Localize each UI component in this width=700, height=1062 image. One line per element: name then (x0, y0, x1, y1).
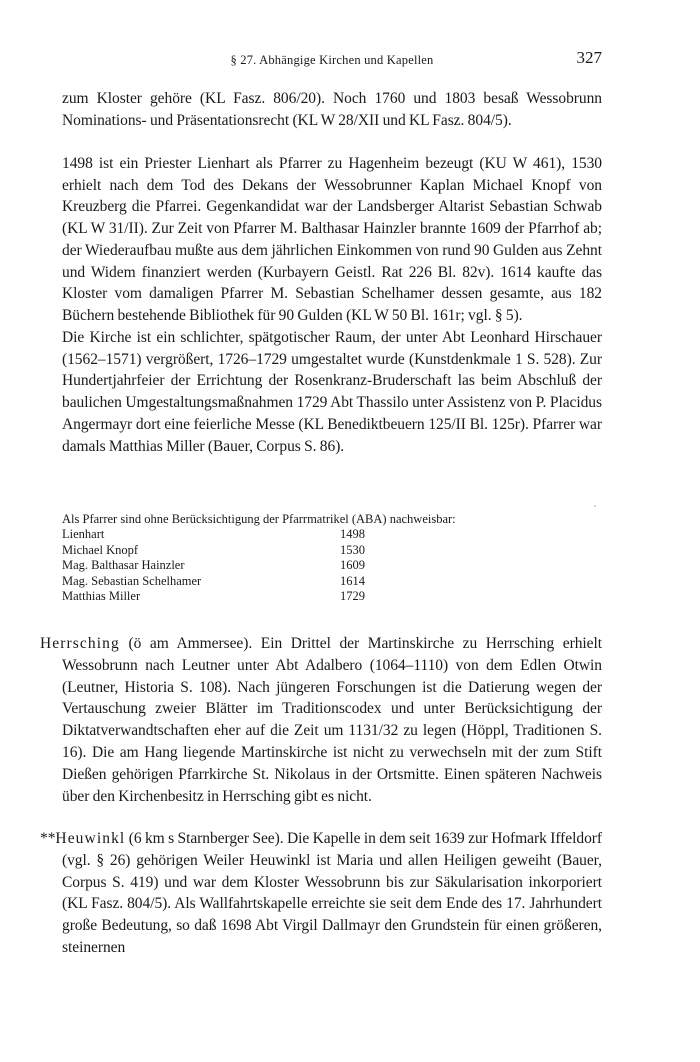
list-item (62, 589, 602, 604)
pastor-year: 1614 (340, 573, 365, 588)
paragraph-continuation: zum Kloster gehöre (KL Fasz. 806/20). Noch 1760 und 1803 besaß Wessobrunn Nominations- und Präsentationsrecht (KL W 28/XII und KL Fasz. 804/5). (62, 90, 602, 129)
running-header (62, 48, 602, 70)
section-title: § 27. Abhängige Kirchen und Kapellen (230, 53, 434, 67)
pastor-year: 1498 (340, 527, 365, 542)
pastor-name: Mag. Balthasar Hainzler (62, 558, 185, 573)
list-item (62, 574, 602, 589)
pastor-name: Michael Knopf (62, 542, 139, 557)
entry-heuwinkl-text: (6 km s Starnberger See). Die Kapelle in dem seit 1639 zur Hofmark Iffeldorf (vgl. § 26) gehörigen Weiler Heuwinkl ist Maria und allen Heiligen geweiht (Bauer, Corpus S. 419) und war dem Kloster Wessobrunn bis zur Säkularisation inkorporiert (KL Fasz. 804/5). Als Wallfahrtskapelle erreichte sie seit dem Ende des 17. Jahrhundert große Bedeutung, so daß 1698 Abt Virgil Dallmayr den Grundstein für einen größeren, steinernen (62, 830, 602, 956)
pastor-year: 1729 (340, 588, 365, 603)
pastor-list-intro: Als Pfarrer sind ohne Berücksichtigung der Pfarrmatrikel (ABA) nachweisbar: (62, 512, 456, 526)
pastor-name: Lienhart (62, 527, 105, 542)
paragraph-pastors-history: 1498 ist ein Priester Lienhart als Pfarrer zu Hagenheim bezeugt (KU W 461), 1530 erhielt nach dem Tod des Dekans der Wessobrunner Kaplan Michael Knopf von Kreuzberg die Pfarrei. Gegenkandidat war der Landsberger Altarist Sebastian Schwab (KL W 31/II). Zur Zeit von Pfarrer M. Balthasar Hainzler brannte 1609 der Pfarrhof ab; der Wiederaufbau mußte aus dem jährlichen Einkommen von rund 90 Gulden aus Zehnt und Widem finanziert werden (Kurbayern Geistl. Rat 226 Bl. 82v). 1614 kaufte das Kloster vom damaligen Pfarrer M. Sebastian Schelhamer dessen gesamte, aus 182 Büchern bestehende Bibliothek für 90 Gulden (KL W 50 Bl. 161r; vgl. § 5). (62, 155, 602, 324)
pastor-year: 1530 (340, 542, 365, 557)
list-item (62, 527, 602, 542)
entry-herrsching-body (40, 633, 602, 807)
entry-heuwinkl-marker: ** (40, 830, 56, 847)
entry-herrsching (40, 633, 602, 807)
entry-heuwinkl-headword: Heuwinkl (55, 830, 126, 847)
scan-speck (594, 505, 596, 507)
list-item (62, 558, 602, 573)
paragraph-church-description: Die Kirche ist ein schlichter, spätgotischer Raum, der unter Abt Leonhard Hirschauer (1562–1571) vergrößert, 1726–1729 umgestaltet wurde (Kunstdenkmale 1 S. 528). Zur Hundertjahrfeier der Errichtung der Rosenkranz-Bruderschaft las beim Abschluß der baulichen Umgestaltungsmaßnahmen 1729 Abt Thassilo unter Assistenz von P. Placidus Angermayr dort eine feierliche Messe (KL Benediktbeuern 125/II Bl. 125r). Pfarrer war damals Matthias Miller (Bauer, Corpus S. 86). (62, 329, 602, 455)
pastor-year: 1609 (340, 558, 365, 573)
pastor-name: Matthias Miller (62, 588, 141, 603)
page-number: 327 (576, 48, 602, 67)
entry-heuwinkl-body (40, 828, 602, 959)
pastor-name: Mag. Sebastian Schelhamer (62, 573, 202, 588)
list-item (62, 543, 602, 558)
entry-heuwinkl (40, 828, 602, 959)
entry-herrsching-headword: Herrsching (40, 635, 120, 652)
entry-herrsching-text: (ö am Ammersee). Ein Drittel der Martinskirche zu Herrsching erhielt Wessobrunn nach Leutner unter Abt Adalbero (1064–1110) von dem Edlen Otwin (Leutner, Historia S. 108). Nach jüngeren Forschungen ist die Datierung wegen der Vertauschung zweier Blätter im Traditionscodex und unter Berücksichtigung der Diktatverwandtschaften eher auf die Zeit um 1131/32 zu legen (Höppl, Traditionen S. 16). Die am Hang liegende Martinskirche ist nicht zu verwechseln mit der zum Stift Dießen gehörigen Pfarrkirche St. Nikolaus in der Ortsmitte. Einen späteren Nachweis über den Kirchenbesitz in Herrsching gibt es nicht. (62, 635, 602, 805)
pastor-list (62, 512, 602, 604)
